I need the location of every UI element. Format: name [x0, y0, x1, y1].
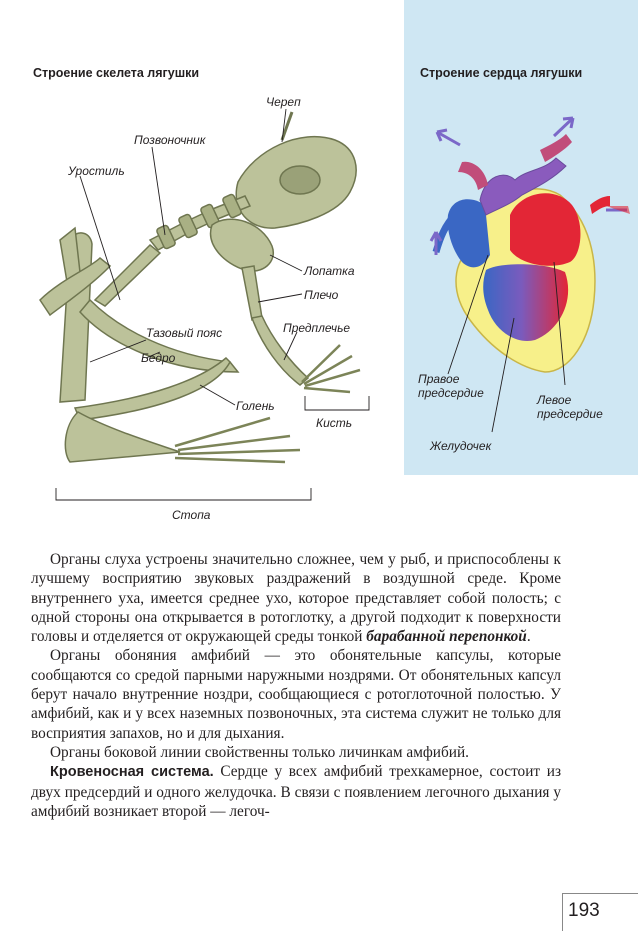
- label-foot: Стопа: [172, 508, 211, 522]
- body-text: [31, 550, 561, 821]
- shoulder-bone: [242, 266, 262, 320]
- label-scapula: Лопатка: [304, 264, 355, 278]
- left-atrium-chamber: [510, 193, 580, 266]
- label-right-atrium: Правое предсердие: [418, 372, 484, 400]
- foot-bone: [65, 412, 180, 462]
- label-spine: Позвоночник: [134, 133, 206, 147]
- label-shoulder: Плечо: [304, 288, 339, 302]
- term-eardrum: барабанной перепонкой: [366, 628, 527, 646]
- label-forearm: Предплечье: [283, 321, 351, 335]
- label-shin: Голень: [236, 399, 275, 413]
- label-skull: Череп: [266, 95, 301, 109]
- label-thigh: Бедро: [141, 351, 176, 365]
- toe-bones: [175, 418, 300, 462]
- heart-figure-title: Строение сердца лягушки: [420, 66, 583, 80]
- label-urostyle: Уростиль: [68, 164, 125, 178]
- hand-bones: [302, 345, 360, 392]
- page-number: 193: [568, 900, 600, 921]
- heading-circulatory-system: Кровеносная система.: [50, 764, 214, 781]
- label-ventricle: Желудочек: [430, 439, 492, 453]
- paragraph-smell: Органы обоняния амфибий — это обонятельные капсулы, которые сообщаются со средой парными наружными ноздрями. От обонятельных капсул берут начало внутренние ноздри, сообщающиеся с ротоглоточной полостью. У амфибий, как и у всех наземных позвоночных, эта система служит не только для восприятия запахов, но и для дыхания.: [31, 647, 561, 742]
- label-pelvic-girdle: Тазовый пояс: [146, 326, 223, 340]
- paragraph-lateral-line: Органы боковой линии свойственны только личинкам амфибий.: [50, 743, 469, 761]
- frog-heart-drawing: [431, 118, 630, 372]
- label-hand: Кисть: [316, 416, 353, 430]
- paragraph-hearing: Органы слуха устроены значительно сложнее, чем у рыб, и приспособлены к лучшему восприятию звуковых раздражений в воздушной среде. Кроме внутреннего уха, имеется среднее ухо, которое представляет собой полость; с одной стороны она открывается в ротоглотку, а другой подходит к поверхности головы и отделяется от окружающей среды тонкой барабанной перепонкой.: [31, 551, 561, 646]
- label-left-atrium: Левое предсердие: [537, 393, 603, 421]
- paragraph-circulation: Кровеносная система. Сердце у всех амфибий трехкамерное, состоит из двух предсердий и одного желудочка. В связи с появлением легочного дыхания у амфибий возникает второй — легоч-: [31, 763, 561, 820]
- skeleton-figure-title: Строение скелета лягушки: [33, 66, 200, 80]
